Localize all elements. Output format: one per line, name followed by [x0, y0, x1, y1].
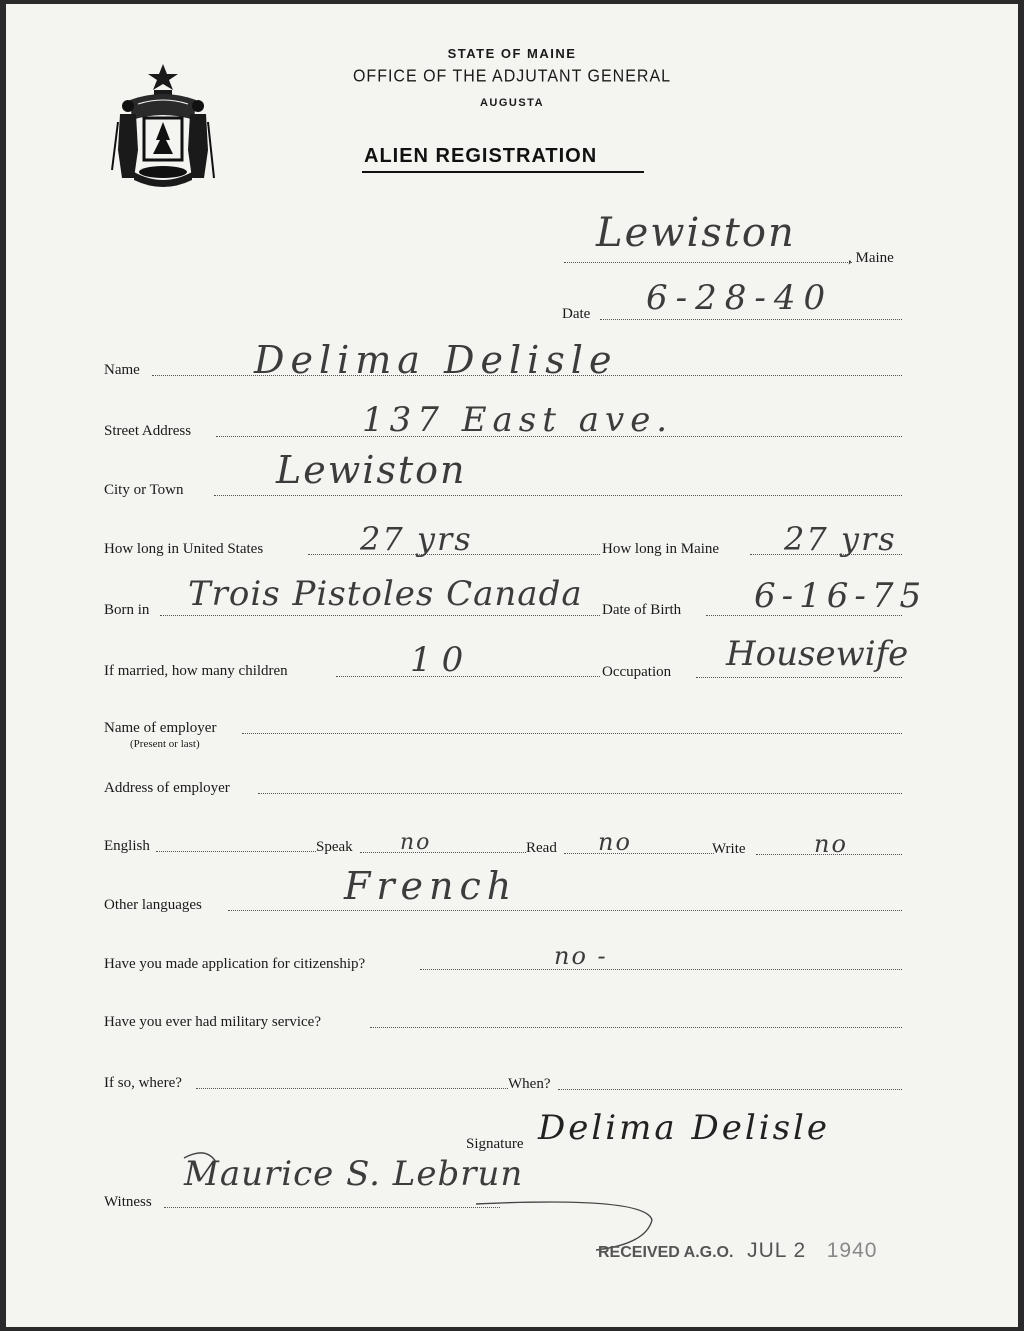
write-label: Write	[712, 841, 746, 857]
name-value: Delima Delisle	[254, 338, 618, 382]
date-of-birth-value: 6-16-75	[754, 576, 928, 616]
city-line	[214, 495, 902, 496]
witness-value: Maurice S. Lebrun	[184, 1154, 524, 1194]
born-in-label: Born in	[104, 602, 150, 618]
employer-address-label: Address of employer	[104, 780, 230, 796]
how-long-us-label: How long in United States	[104, 541, 264, 557]
speak-line	[360, 852, 526, 853]
street-value: 137 East ave.	[362, 400, 674, 440]
witness-label: Witness	[104, 1194, 152, 1210]
registration-form	[6, 4, 1018, 1327]
date-line	[600, 319, 902, 320]
speak-label: Speak	[316, 839, 353, 855]
employer-name-sublabel: (Present or last)	[130, 738, 200, 750]
signature-label: Signature	[466, 1136, 524, 1152]
how-long-maine-label: How long in Maine	[602, 541, 720, 557]
city-label: City or Town	[104, 482, 184, 498]
state-heading: STATE OF MAINE	[447, 46, 577, 61]
read-label: Read	[526, 840, 557, 856]
citizenship-value: no -	[554, 942, 608, 970]
born-in-value: Trois Pistoles Canada	[188, 574, 583, 614]
employer-name-line	[242, 733, 902, 734]
name-label: Name	[104, 362, 140, 378]
office-heading: OFFICE OF THE ADJUTANT GENERAL	[352, 67, 672, 86]
children-label: If married, how many children	[104, 663, 288, 679]
city-heading: AUGUSTA	[479, 97, 545, 109]
how-long-maine-value: 27 yrs	[784, 520, 897, 558]
street-label: Street Address	[104, 423, 192, 439]
occupation-line	[696, 677, 902, 678]
read-line	[564, 853, 714, 854]
read-value: no	[598, 828, 632, 856]
when-label: When?	[508, 1076, 551, 1092]
title-underline	[362, 171, 644, 173]
maine-label: , Maine	[848, 250, 894, 266]
employer-address-line	[258, 793, 902, 794]
other-languages-label: Other languages	[104, 897, 202, 913]
date-value: 6-28-40	[646, 278, 834, 318]
stamp-year: 1940	[826, 1239, 878, 1262]
date-label: Date	[562, 306, 591, 322]
received-stamp	[598, 1239, 877, 1263]
occupation-label: Occupation	[602, 664, 672, 680]
where-line	[196, 1088, 508, 1089]
town-value: Lewiston	[596, 210, 796, 256]
military-line	[370, 1027, 902, 1028]
other-languages-value: French	[344, 864, 518, 908]
how-long-us-value: 27 yrs	[360, 520, 473, 558]
witness-flourish	[176, 1144, 666, 1254]
stamp-date: JUL 2	[747, 1239, 807, 1262]
occupation-value: Housewife	[726, 634, 909, 674]
born-in-line	[160, 615, 600, 616]
english-label: English	[104, 838, 150, 854]
stamp-received: RECEIVED A.G.O.	[598, 1244, 734, 1261]
military-label: Have you ever had military service?	[104, 1014, 321, 1030]
children-value: 10	[410, 640, 474, 680]
town-line	[564, 262, 852, 263]
signature-value: Delima Delisle	[538, 1108, 831, 1148]
employer-name-label: Name of employer	[104, 720, 217, 736]
citizenship-line	[420, 969, 902, 970]
where-label: If so, where?	[104, 1075, 182, 1091]
form-title: ALIEN REGISTRATION	[364, 145, 598, 167]
speak-value: no	[400, 830, 432, 855]
city-value: Lewiston	[276, 448, 467, 492]
write-value: no	[814, 830, 848, 858]
english-line	[156, 851, 316, 852]
when-line	[558, 1089, 902, 1090]
citizenship-label: Have you made application for citizenship?	[104, 956, 366, 972]
date-of-birth-label: Date of Birth	[602, 602, 682, 618]
other-languages-line	[228, 910, 902, 911]
